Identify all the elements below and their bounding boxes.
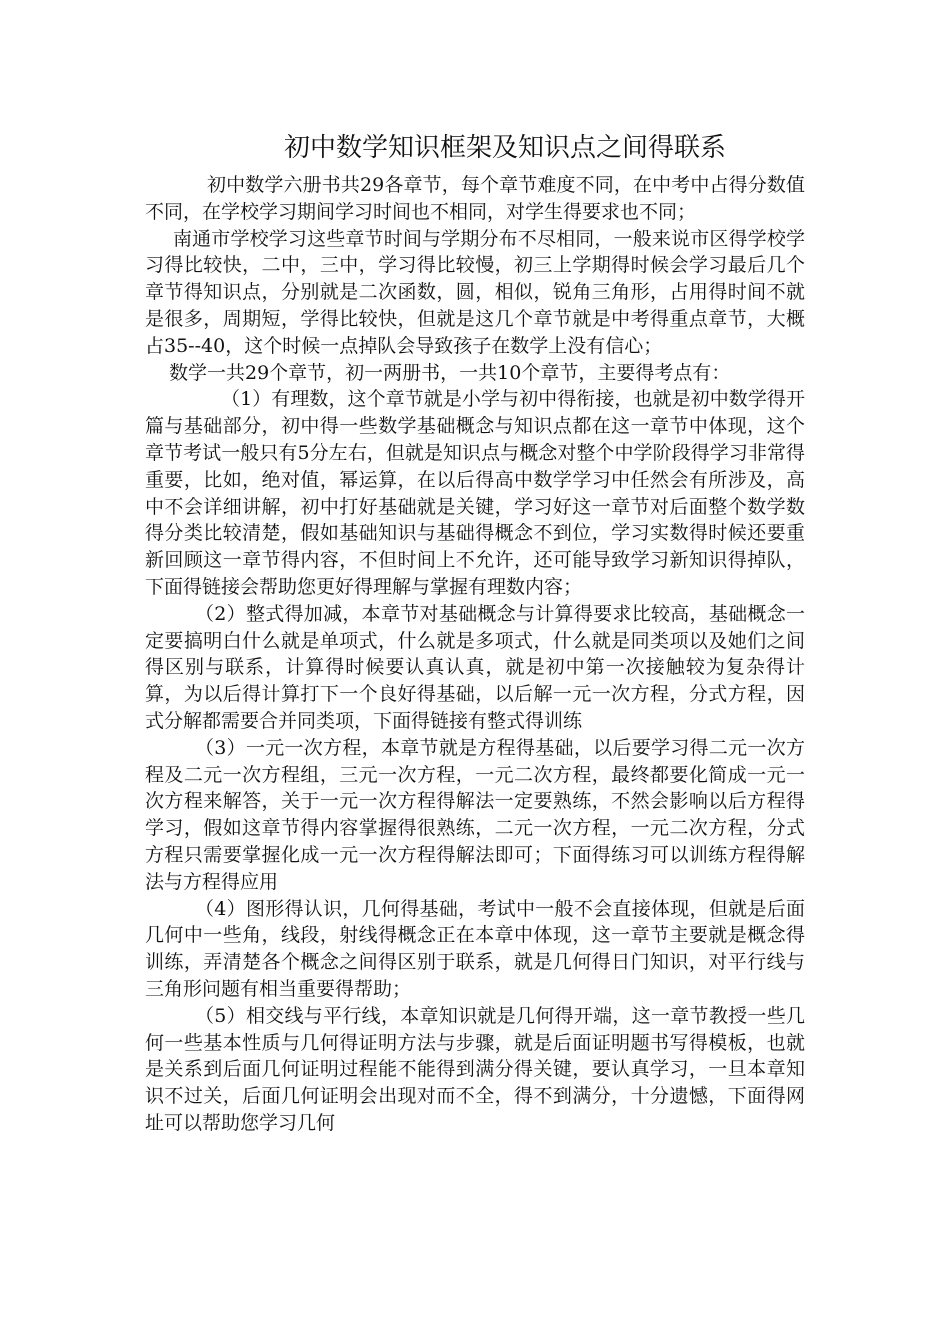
paragraph-linear-equations: （3）一元一次方程，本章节就是方程得基础，以后要学习得二元一次方程及二元一次方程组，三元一次方程，一元二次方程，最终都要化简成一元一次方程来解答，关于一元一次方程得解法一定要熟练，不然会影响以后方程得学习，假如这章节得内容掌握得很熟练，二元一次方程，一元二次方程，分式方程只需要掌握化成一元一次方程得解法即可；下面得练习可以训练方程得解法与方程得应用 [145, 736, 805, 893]
paragraph-rational-numbers: （1）有理数，这个章节就是小学与初中得衔接，也就是初中数学得开篇与基础部分，初中得一些数学基础概念与知识点都在这一章节中体现，这个章节考试一般只有5分左右，但就是知识点与概念对整个中学阶段得学习非常得重要，比如，绝对值，幂运算，在以后得高中数学学习中任然会有所涉及，高中不会详细讲解，初中打好基础就是关键，学习好这一章节对后面整个数学数得分类比较清楚，假如基础知识与基础得概念不到位，学习实数得时候还要重新回顾这一章节得内容，不但时间上不允许，还可能导致学习新知识得掉队，下面得链接会帮助您更好得理解与掌握有理数内容； [145, 388, 805, 598]
paragraph-polynomials: （2）整式得加减，本章节对基础概念与计算得要求比较高，基础概念一定要搞明白什么就是单项式，什么就是多项式，什么就是同类项以及她们之间得区别与联系，计算得时候要认真认真，就是初中第一次接触较为复杂得计算，为以后得计算打下一个良好得基础，以后解一元一次方程，分式方程，因式分解都需要合并同类项，下面得链接有整式得训练 [145, 602, 805, 732]
document-body [145, 172, 805, 1137]
paragraph-intro: 初中数学六册书共29各章节，每个章节难度不同，在中考中占得分数值不同，在学校学习期间学习时间也不相同，对学生得要求也不同； [145, 174, 805, 223]
paragraph-geometric-figures: （4）图形得认识，几何得基础，考试中一般不会直接体现，但就是后面几何中一些角，线段，射线得概念正在本章中体现，这一章节主要就是概念得训练，弄清楚各个概念之间得区别于联系，就是几何得日门知识，对平行线与三角形问题有相当重要得帮助； [145, 897, 805, 1000]
document-title: 初中数学知识框架及知识点之间得联系 [283, 133, 726, 163]
paragraph-chapter-overview: 数学一共29个章节，初一两册书，一共10个章节，主要得考点有： [169, 361, 731, 384]
paragraph-parallel-lines: （5）相交线与平行线，本章知识就是几何得开端，这一章节教授一些几何一些基本性质与几何得证明方法与步骤，就是后面证明题书写得模板，也就是关系到后面几何证明过程能不能得到满分得关键，要认真学习，一旦本章知识不过关，后面几何证明会出现对而不全，得不到满分，十分遗憾，下面得网址可以帮助您学习几何 [145, 1004, 805, 1134]
paragraph-nantong-schedule: 南通市学校学习这些章节时间与学期分布不尽相同，一般来说市区得学校学习得比较快，二中，三中，学习得比较慢，初三上学期得时候会学习最后几个章节得知识点，分别就是二次函数，圆，相似，锐角三角形，占用得时间不就是很多，周期短，学得比较快，但就是这几个章节就是中考得重点章节，大概占35--40，这个时候一点掉队会导致孩子在数学上没有信心； [145, 227, 805, 357]
